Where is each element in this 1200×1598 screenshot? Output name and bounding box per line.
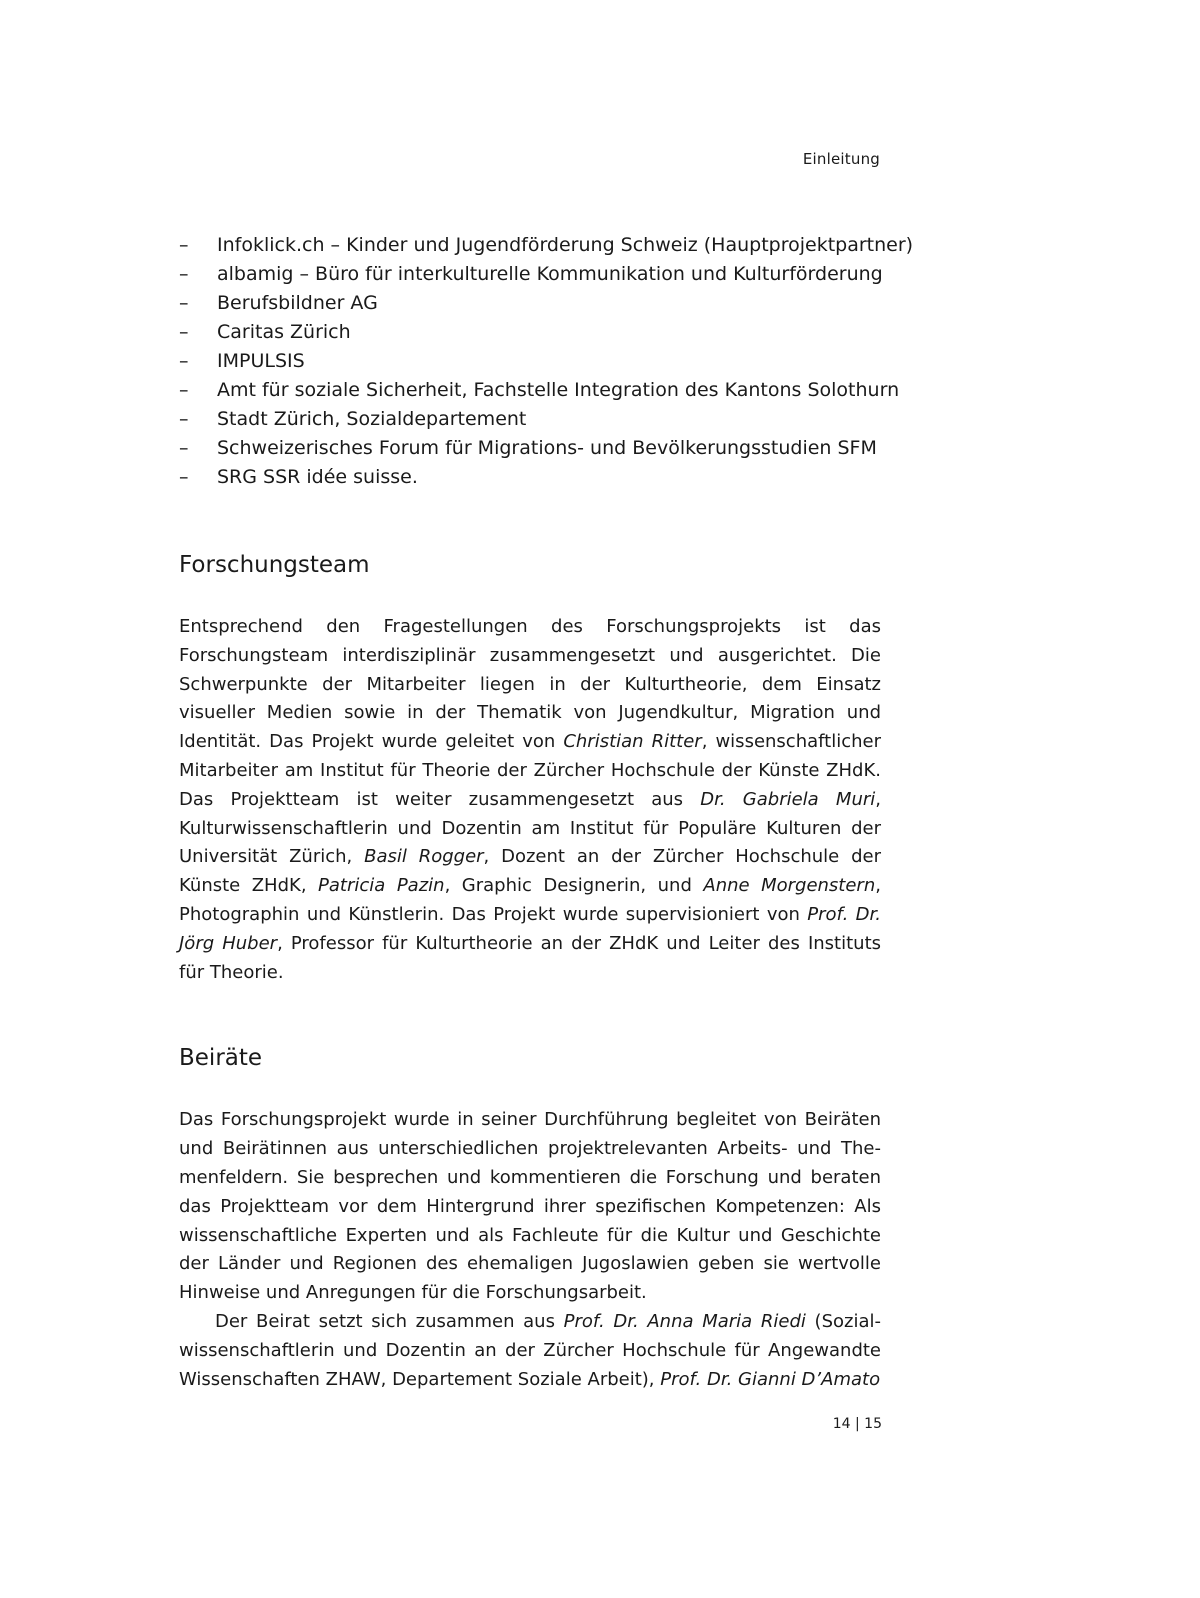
text-run: , Photographin und Künstlerin. Das Projekt wurde supervisioniert von bbox=[179, 875, 881, 925]
list-item-text: Schweizerisches Forum für Migrations- und Bevölkerungsstudien SFM bbox=[217, 437, 877, 459]
text-run: , Dozent an der Zürcher Hochschule der Künste ZHdK, bbox=[179, 846, 881, 897]
dash-bullet: – bbox=[179, 321, 189, 343]
text-run: Entsprechend den Fragestellungen des Forschungsprojekts ist das Forschungsteam interdisziplinär zusammengesetzt und ausgerichtet. Die Schwerpunkte der Mitarbeiter liegen in der Kulturtheorie, dem Einsatz visueller Medien sowie in der Thematik von Jugendkultur, Migration und Identität. Das Projekt wurde geleitet von bbox=[179, 616, 881, 753]
list-item-text: SRG SSR idée suisse. bbox=[217, 466, 418, 488]
list-item-text: Caritas Zürich bbox=[217, 321, 351, 343]
person-name: Prof. Dr. Anna Maria Riedi bbox=[563, 1310, 806, 1332]
person-name: Prof. Dr. Gianni D’Amato bbox=[660, 1368, 881, 1390]
list-item bbox=[179, 347, 881, 376]
dash-bullet: – bbox=[179, 234, 189, 256]
list-item bbox=[179, 405, 881, 434]
text-run: (Sozialwissenschaftlerin und Dozentin an der Zürcher Hochschule für Angewandte Wissenschaften ZHAW, Departement Soziale Arbeit), bbox=[179, 1310, 881, 1390]
page-numbers: 14 | 15 bbox=[832, 1416, 882, 1432]
running-head: Einleitung bbox=[802, 150, 880, 168]
dash-bullet: – bbox=[179, 408, 189, 430]
list-item-text: Infoklick.ch – Kinder und Jugendförderung Schweiz (Hauptprojektpartner) bbox=[217, 234, 914, 256]
person-name: Anne Morgenstern bbox=[703, 875, 876, 897]
dash-bullet: – bbox=[179, 350, 189, 372]
page-body bbox=[179, 231, 914, 1394]
text-run: , Graphic Designerin, und bbox=[444, 875, 704, 897]
text-run: , Kulturwissenschaftlerin und Dozentin am Institut für Populäre Kulturen der Universität Zürich, bbox=[179, 788, 881, 868]
person-name: Patricia Pazin bbox=[318, 875, 445, 897]
dash-bullet: – bbox=[179, 379, 189, 401]
text-run: Der Beirat setzt sich zusammen aus bbox=[215, 1310, 564, 1332]
list-item-text: Berufsbildner AG bbox=[217, 292, 378, 314]
person-name: Basil Rogger bbox=[364, 846, 484, 868]
list-item bbox=[179, 318, 881, 347]
person-name: Prof. Dr. Jörg Huber bbox=[179, 903, 881, 954]
text-run: , Professor für Kulturtheorie an der ZHdK und Leiter des Instituts für Theorie. bbox=[179, 932, 882, 983]
list-item bbox=[179, 260, 881, 289]
text-run: , wissenschaftlicher Mitarbeiter am Institut für Theorie der Zürcher Hochschule der Künste ZHdK. Das Projektteam ist weiter zusammengesetzt aus bbox=[179, 731, 881, 810]
dash-bullet: – bbox=[179, 292, 189, 314]
list-item-text: Amt für soziale Sicherheit, Fachstelle Integration des Kantons Solothurn bbox=[217, 379, 900, 401]
paragraph-beiraete-2 bbox=[179, 1308, 881, 1394]
person-name: Dr. Gabriela Muri bbox=[700, 788, 876, 810]
section-heading-forschungsteam: Forschungsteam bbox=[179, 552, 370, 578]
list-item bbox=[179, 231, 914, 260]
person-name: Christian Ritter bbox=[563, 731, 702, 753]
dash-bullet: – bbox=[179, 263, 189, 285]
list-item-text: Stadt Zürich, Sozialdepartement bbox=[217, 408, 527, 430]
list-item bbox=[179, 289, 881, 318]
list-item bbox=[179, 434, 881, 463]
list-item bbox=[179, 463, 881, 492]
dash-bullet: – bbox=[179, 466, 189, 488]
list-item bbox=[179, 376, 900, 405]
dash-bullet: – bbox=[179, 437, 189, 459]
list-item-text: IMPULSIS bbox=[217, 350, 305, 372]
paragraph-forschungsteam bbox=[179, 613, 881, 987]
list-item-text: albamig – Büro für interkulturelle Kommunikation und Kulturförderung bbox=[217, 263, 883, 285]
partner-list bbox=[179, 231, 914, 492]
paragraph-beiraete-1: Das Forschungsprojekt wurde in seiner Durchführung begleitet von Beiräten und Beirätinnen aus unterschiedlichen projektrelevanten Arbeits- und Themenfeldern. Sie besprechen und kommentieren die Forschung und beraten das Projektteam vor dem Hintergrund ihrer spezifischen Kompetenzen: Als wissenschaftliche Experten und als Fachleute für die Kultur und Geschichte der Länder und Regionen des ehemaligen Jugoslawien geben sie wertvolle Hinweise und Anregungen für die Forschungsarbeit. bbox=[179, 1109, 881, 1304]
section-heading-beiraete: Beiräte bbox=[179, 1045, 263, 1072]
